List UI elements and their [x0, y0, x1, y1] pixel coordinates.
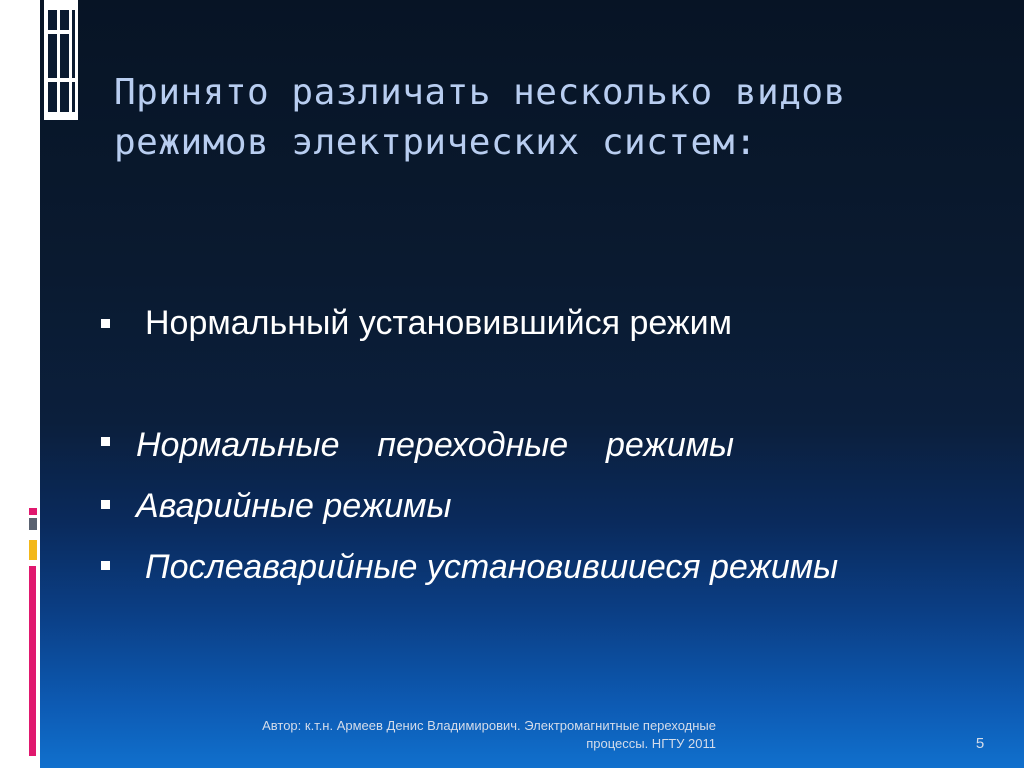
- bullet-item-1: [0, 300, 1024, 350]
- slide-title-line-2: режимов электрических систем:: [114, 122, 758, 163]
- left-margin-strip: [0, 0, 40, 768]
- bullet-text: Послеаварийные установившиеся режимы: [145, 548, 839, 586]
- bullet-item-4: [0, 543, 1024, 593]
- window-grid-icon: [44, 0, 78, 120]
- bullet-item-2: [0, 420, 1024, 470]
- slide-title-line-1: Принято различать несколько видов: [114, 72, 846, 113]
- square-bullet-icon: [101, 437, 110, 446]
- footer-author: [150, 717, 716, 753]
- footer-line-2: процессы. НГТУ 2011: [586, 736, 716, 751]
- bullet-text: Аварийные режимы: [136, 487, 452, 525]
- square-bullet-icon: [101, 561, 110, 570]
- decor-bar-pink-long: [29, 566, 36, 756]
- square-bullet-icon: [101, 319, 110, 328]
- square-bullet-icon: [101, 500, 110, 509]
- bullet-text: Нормальный установившийся режим: [145, 304, 733, 342]
- slide-title: [114, 68, 994, 168]
- page-number: 5: [975, 735, 985, 752]
- footer-line-1: Автор: к.т.н. Армеев Денис Владимирович. Электромагнитные переходные: [262, 718, 716, 733]
- bullet-text: Нормальные переходные режимы: [136, 426, 735, 464]
- bullet-item-3: [0, 482, 1024, 532]
